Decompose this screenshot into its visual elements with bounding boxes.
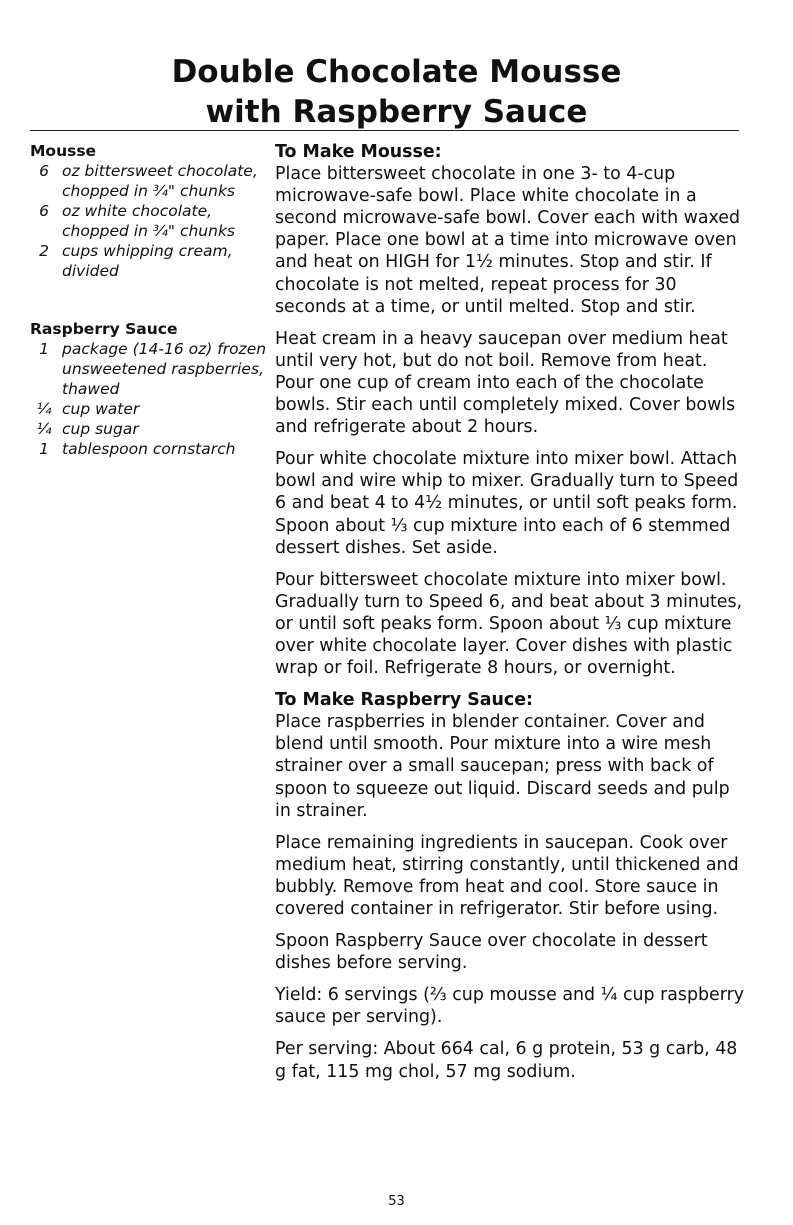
ingredient-item: [30, 201, 270, 241]
ingredient-item: [30, 399, 270, 419]
ingredient-qty: ¼: [36, 420, 52, 438]
ingredient-item: [30, 419, 270, 439]
direction-paragraph: Place bittersweet chocolate in one 3- to 4-cup microwave-safe bowl. Place white chocolate in a second microwave-safe bowl. Cover each with waxed paper. Place one bowl at a time into microwave oven and heat on HIGH for 1½ minutes. Stop and stir. If chocolate is not melted, repeat process for 30 seconds at a time, or until melted. Stop and stir.: [275, 164, 741, 317]
ingredient-qty: 1: [39, 340, 49, 358]
directions-column: [275, 141, 750, 1093]
ingredients-column: [30, 141, 270, 459]
ingredient-text: package (14-16 oz) frozen unsweetened raspberries, thawed: [62, 340, 267, 398]
mousse-directions-heading: To Make Mousse:: [275, 142, 442, 162]
recipe-title-line-1: Double Chocolate Mousse: [171, 54, 622, 90]
direction-paragraph: Pour white chocolate mixture into mixer bowl. Attach bowl and wire whip to mixer. Gradually turn to Speed 6 and beat 4 to 4½ minutes, or until soft peaks form. Spoon about ⅓ cup mixture into each of 6 stemmed dessert dishes. Set aside.: [275, 449, 739, 558]
sauce-ingredients-heading: Raspberry Sauce: [30, 320, 178, 338]
ingredient-item: [30, 439, 270, 459]
ingredient-item: [30, 241, 270, 281]
recipe-title: [0, 52, 793, 132]
direction-paragraph: Heat cream in a heavy saucepan over medium heat until very hot, but do not boil. Remove from heat. Pour one cup of cream into each of the chocolate bowls. Stir each until completely mixed. Cover bowls and refrigerate about 2 hours.: [275, 328, 736, 438]
ingredient-qty: 6: [39, 162, 49, 180]
ingredient-qty: 2: [39, 242, 49, 260]
ingredient-text: cup water: [62, 400, 140, 418]
ingredient-text: cups whipping cream, divided: [62, 242, 233, 280]
ingredient-text: oz white chocolate, chopped in ¾" chunks: [62, 202, 235, 240]
sauce-ingredient-list: [30, 339, 270, 459]
ingredient-item: [30, 339, 270, 399]
ingredient-text: cup sugar: [62, 420, 139, 438]
ingredient-qty: 6: [39, 202, 49, 220]
mousse-ingredient-list: [30, 161, 270, 281]
ingredient-qty: 1: [39, 440, 49, 458]
sauce-directions-heading: To Make Raspberry Sauce:: [275, 690, 533, 711]
direction-paragraph: Spoon Raspberry Sauce over chocolate in dessert dishes before serving.: [275, 931, 708, 974]
ingredient-text: oz bittersweet chocolate, chopped in ¾" chunks: [62, 162, 258, 200]
direction-paragraph: Pour bittersweet chocolate mixture into mixer bowl. Gradually turn to Speed 6, and beat about 3 minutes, or until soft peaks form. Spoon about ⅓ cup mixture over white chocolate layer. Cover dishes with plastic wrap or foil. Refrigerate 8 hours, or overnight.: [275, 569, 743, 679]
title-divider: [30, 130, 739, 131]
recipe-title-line-2: with Raspberry Sauce: [205, 94, 588, 130]
direction-paragraph: Place raspberries in blender container. Cover and blend until smooth. Pour mixture into a wire mesh strainer over a small saucepan; press with back of spoon to squeeze out liquid. Discard seeds and pulp in strainer.: [275, 712, 730, 821]
ingredient-qty: ¼: [36, 400, 52, 418]
ingredient-text: tablespoon cornstarch: [62, 440, 236, 458]
page-number: 53: [388, 1194, 405, 1209]
nutrition-text: Per serving: About 664 cal, 6 g protein, 53 g carb, 48 g fat, 115 mg chol, 57 mg sodium.: [275, 1039, 738, 1082]
section-spacer: [30, 281, 270, 319]
direction-paragraph: Place remaining ingredients in saucepan. Cook over medium heat, stirring constantly, until thickened and bubbly. Remove from heat and cool. Store sauce in covered container in refrigerator. Stir before using.: [275, 832, 739, 919]
ingredient-item: [30, 161, 270, 201]
yield-text: Yield: 6 servings (⅔ cup mousse and ¼ cup raspberry sauce per serving).: [275, 985, 745, 1028]
mousse-ingredients-heading: Mousse: [30, 142, 97, 160]
